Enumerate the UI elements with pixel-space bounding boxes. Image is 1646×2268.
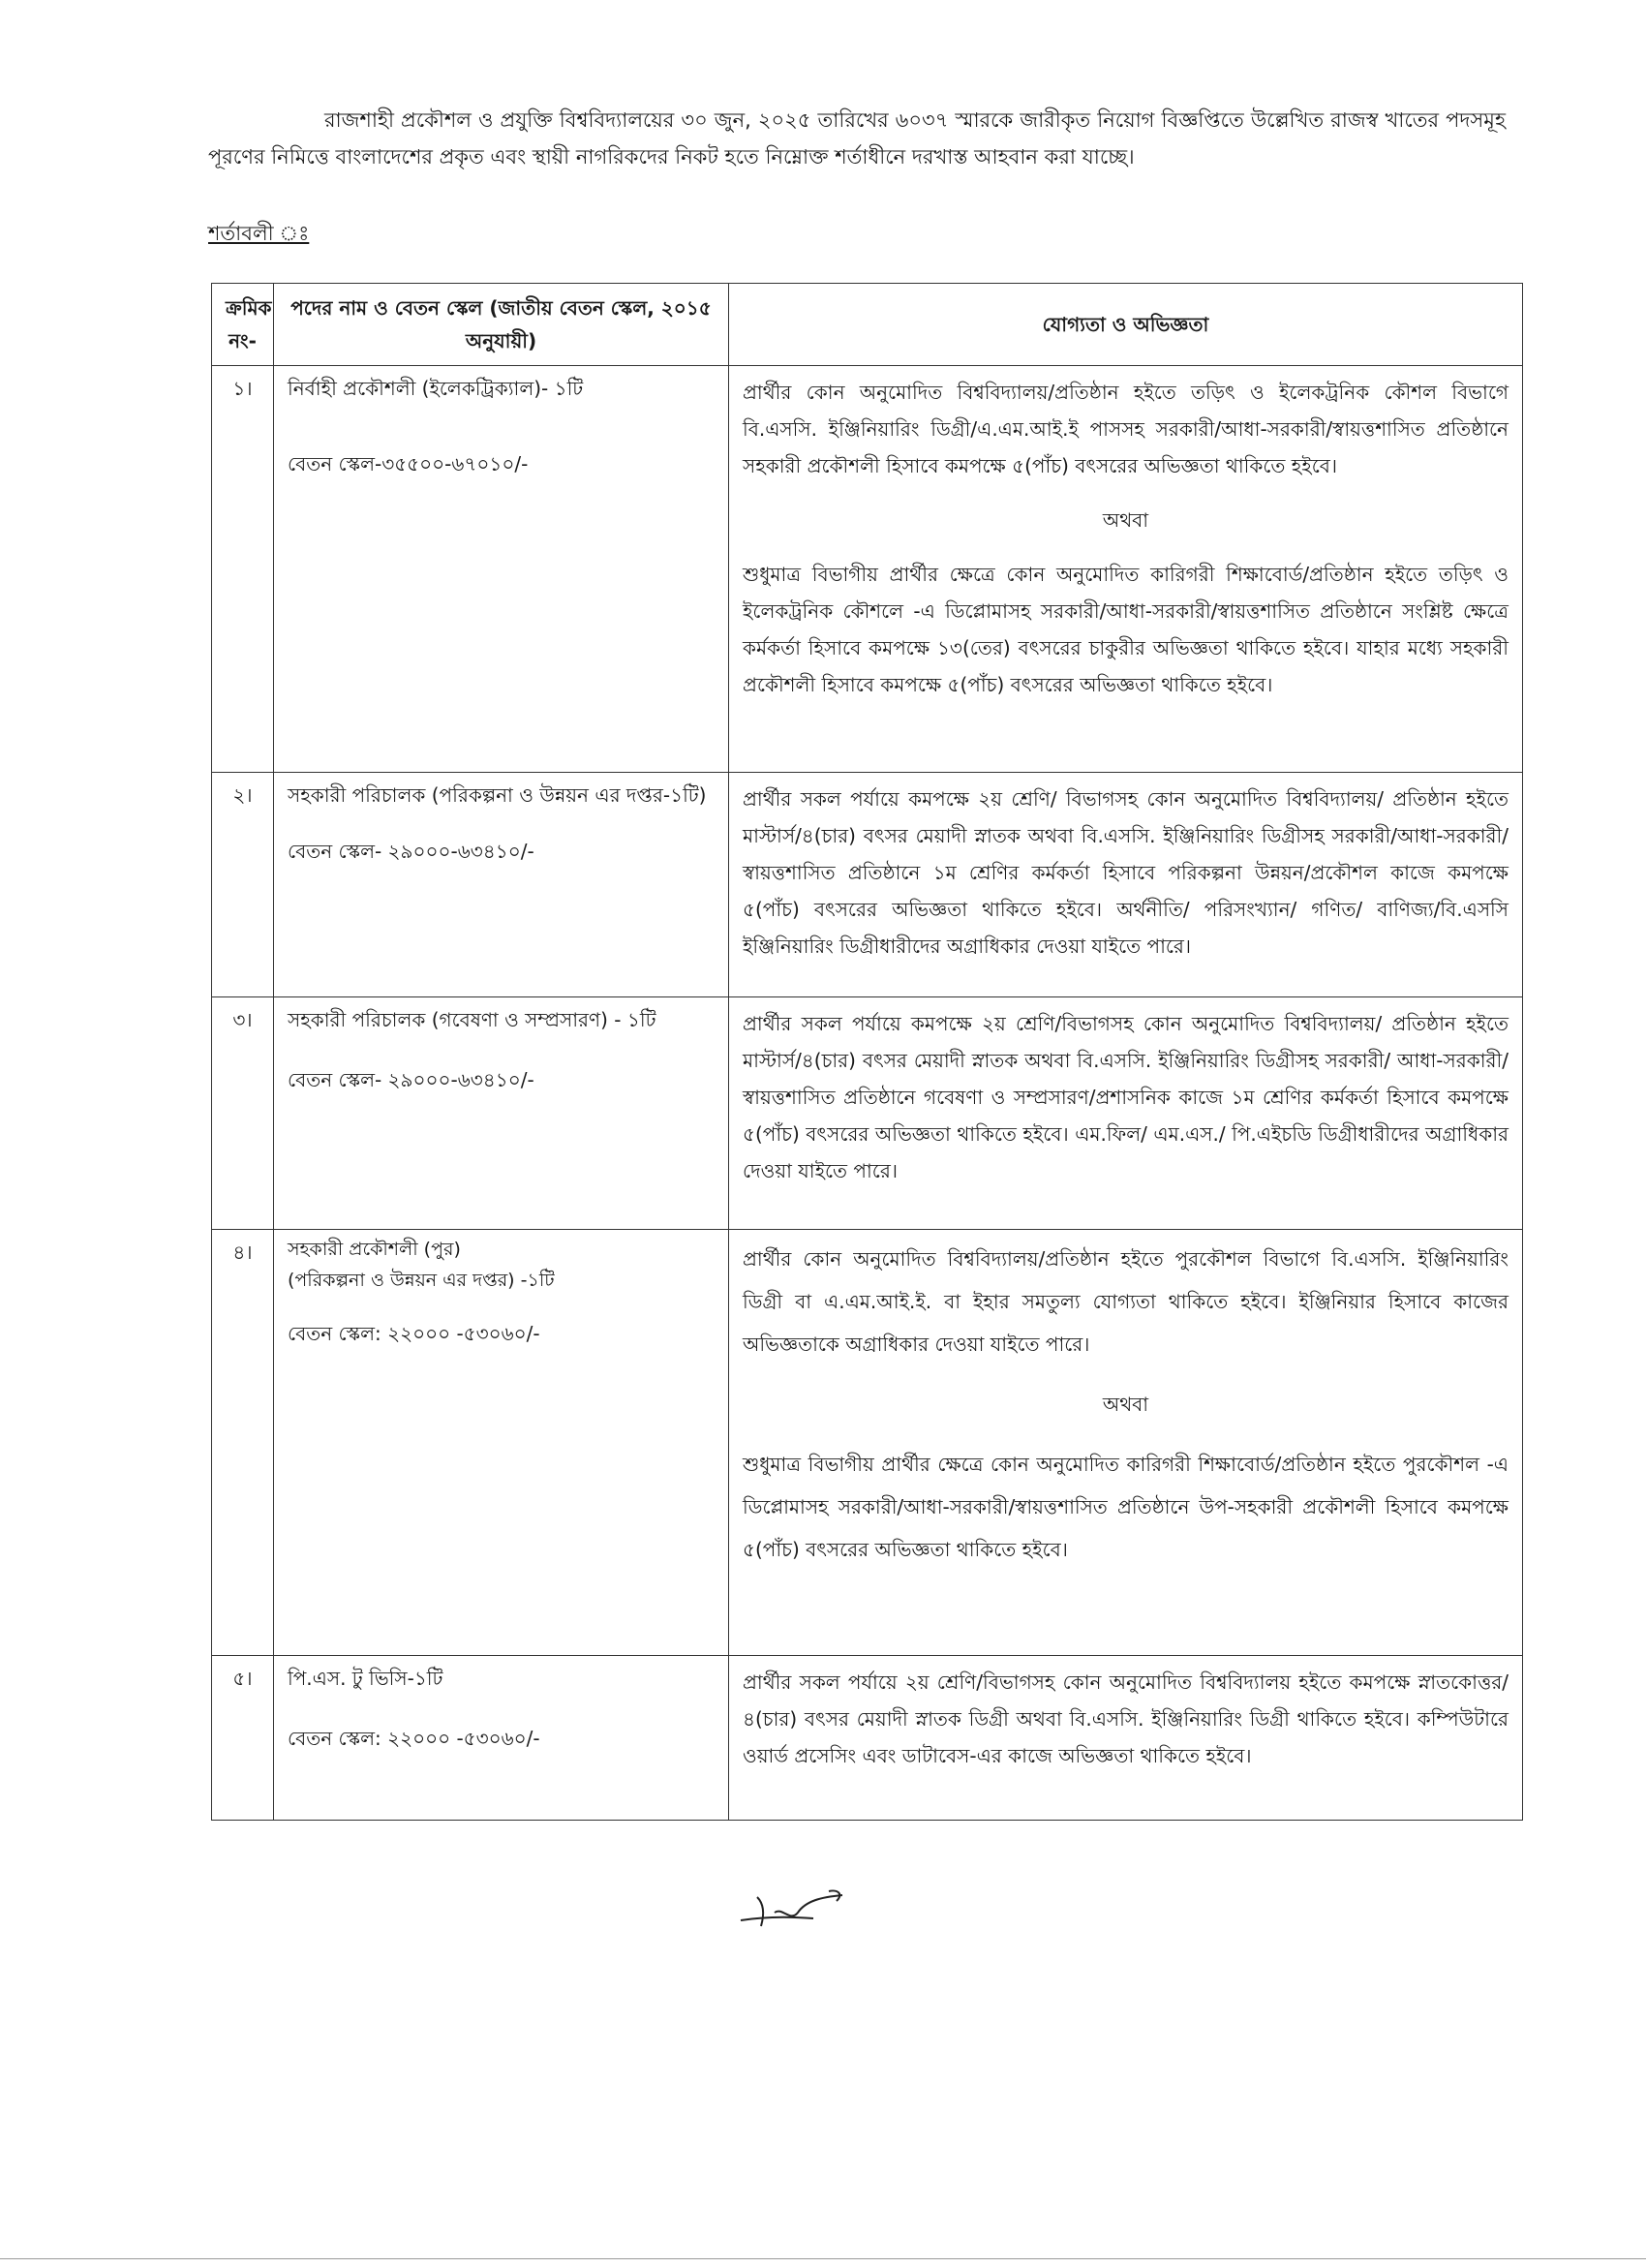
row-serial: ২। <box>212 773 274 997</box>
qualification-text: প্রার্থীর সকল পর্যায়ে কমপক্ষে ২য় শ্রেণি/ বিভাগসহ কোন অনুমোদিত বিশ্ববিদ্যালয়/ প্রতিষ্ঠান হইতে মাস্টার্স/৪(চার) বৎসর মেয়াদী স্নাতক অথবা বি.এসসি. ইঞ্জিনিয়ারিং ডিগ্রীসহ সরকারী/আধা-সরকারী/স্বায়ত্তশাসিত প্রতিষ্ঠানে ১ম শ্রেণির কর্মকর্তা হিসাবে পরিকল্পনা উন্নয়ন/প্রকৌশল কাজে কমপক্ষে ৫(পাঁচ) বৎসরের অভিজ্ঞতা থাকিতে হইবে। অর্থনীতি/ পরিসংখ্যান/ গণিত/ বাণিজ্য/বি.এসসি ইঞ্জিনিয়ারিং ডিগ্রীধারীদের অগ্রাধিকার দেওয়া যাইতে পারে। <box>743 787 1509 958</box>
post-name: নির্বাহী প্রকৌশলী (ইলেকট্রিক্যাল)- ১টি <box>288 377 584 400</box>
qualification-text: প্রার্থীর কোন অনুমোদিত বিশ্ববিদ্যালয়/প্রতিষ্ঠান হইতে পুরকৌশল বিভাগে বি.এসসি. ইঞ্জিনিয়ারিং ডিগ্রী বা এ.এম.আই.ই. বা ইহার সমতুল্য যোগ্যতা থাকিতে হইবে। ইঞ্জিনিয়ার হিসাবে কাজের অভিজ্ঞতাকে অগ্রাধিকার দেওয়া যাইতে পারে। <box>743 1247 1509 1356</box>
table-row <box>212 1656 1523 1821</box>
table-row <box>212 997 1523 1230</box>
qualification-text: প্রার্থীর সকল পর্যায়ে ২য় শ্রেণি/বিভাগসহ কোন অনুমোদিত বিশ্ববিদ্যালয় হইতে কমপক্ষে স্নাতকোত্তর/৪(চার) বৎসর মেয়াদী স্নাতক ডিগ্রী অথবা বি.এসসি. ইঞ্জিনিয়ারিং ডিগ্রী থাকিতে হইবে। কম্পিউটারে ওয়ার্ড প্রসেসিং এবং ডাটাবেস-এর কাজে অভিজ্ঞতা থাকিতে হইবে। <box>743 1670 1509 1767</box>
row-qualification-cell <box>729 997 1523 1230</box>
qualification-alternative-text: শুধুমাত্র বিভাগীয় প্রার্থীর ক্ষেত্রে কোন অনুমোদিত কারিগরী শিক্ষাবোর্ড/প্রতিষ্ঠান হইতে তড়িৎ ও ইলেকট্রনিক কৌশলে -এ ডিপ্লোমাসহ সরকারী/আধা-সরকারী/স্বায়ত্তশাসিত প্রতিষ্ঠানে সংশ্লিষ্ট ক্ষেত্রে কর্মকর্তা হিসাবে কমপক্ষে ১৩(তের) বৎসরের চাকুরীর অভিজ্ঞতা থাকিতে হইবে। যাহার মধ্যে সহকারী প্রকৌশলী হিসাবে কমপক্ষে ৫(পাঁচ) বৎসরের অভিজ্ঞতা থাকিতে হইবে। <box>743 563 1509 696</box>
qualification-alternative-text: শুধুমাত্র বিভাগীয় প্রার্থীর ক্ষেত্রে কোন অনুমোদিত কারিগরী শিক্ষাবোর্ড/প্রতিষ্ঠান হইতে পুরকৌশল -এ ডিপ্লোমাসহ সরকারী/আধা-সরকারী/স্বায়ত্তশাসিত প্রতিষ্ঠানে উপ-সহকারী প্রকৌশলী হিসাবে কমপক্ষে ৫(পাঁচ) বৎসরের অভিজ্ঞতা থাকিতে হইবে। <box>743 1453 1509 1561</box>
row-qualification-cell <box>729 1230 1523 1656</box>
row-post-cell <box>274 1230 729 1656</box>
row-serial: ৪। <box>212 1230 274 1656</box>
header-post: পদের নাম ও বেতন স্কেল (জাতীয় বেতন স্কেল, ২০১৫ অনুযায়ী) <box>274 284 729 366</box>
row-post-cell <box>274 366 729 773</box>
pay-scale: বেতন স্কেল-৩৫৫০০-৬৭০১০/- <box>288 452 529 475</box>
post-name: সহকারী প্রকৌশলী (পুর) <box>288 1239 461 1260</box>
posts-table <box>211 283 1523 1821</box>
row-serial: ৩। <box>212 997 274 1230</box>
table-row <box>212 366 1523 773</box>
signature-image <box>736 1884 862 1932</box>
row-post-cell <box>274 1656 729 1821</box>
or-separator: অথবা <box>1102 1393 1149 1416</box>
intro-paragraph: রাজশাহী প্রকৌশল ও প্রযুক্তি বিশ্ববিদ্যালয়ের ৩০ জুন, ২০২৫ তারিখের ৬০৩৭ স্মারকে জারীকৃত নিয়োগ বিজ্ঞপ্তিতে উল্লেখিত রাজস্ব খাতের পদসমূহ পূরণের নিমিত্তে বাংলাদেশের প্রকৃত এবং স্থায়ী নাগরিকদের নিকট হতে নিম্নোক্ত শর্তাধীনে দরখাস্ত আহবান করা যাচ্ছে। <box>208 108 1506 169</box>
or-separator: অথবা <box>1102 508 1149 532</box>
pay-scale: বেতন স্কেল: ২২০০০ -৫৩০৬০/- <box>288 1727 540 1750</box>
table-row <box>212 773 1523 997</box>
qualification-text: প্রার্থীর সকল পর্যায়ে কমপক্ষে ২য় শ্রেণি/বিভাগসহ কোন অনুমোদিত বিশ্ববিদ্যালয়/ প্রতিষ্ঠান হইতে মাস্টার্স/৪(চার) বৎসর মেয়াদী স্নাতক অথবা বি.এসসি. ইঞ্জিনিয়ারিং ডিগ্রীসহ সরকারী/ আধা-সরকারী/স্বায়ত্তশাসিত প্রতিষ্ঠানে গবেষণা ও সম্প্রসারণ/প্রশাসনিক কাজে ১ম শ্রেণির কর্মকর্তা হিসাবে কমপক্ষে ৫(পাঁচ) বৎসরের অভিজ্ঞতা থাকিতে হইবে। এম.ফিল/ এম.এস./ পি.এইচডি ডিগ্রীধারীদের অগ্রাধিকার দেওয়া যাইতে পারে। <box>743 1012 1509 1182</box>
pay-scale: বেতন স্কেল: ২২০০০ -৫৩০৬০/- <box>288 1322 540 1345</box>
conditions-heading: শর্তাবলী ঃ <box>208 222 310 245</box>
page-bottom-edge <box>0 2258 1646 2259</box>
row-post-cell <box>274 997 729 1230</box>
pay-scale: বেতন স্কেল- ২৯০০০-৬৩৪১০/- <box>288 840 534 863</box>
header-qualification: যোগ্যতা ও অভিজ্ঞতা <box>729 284 1523 366</box>
row-serial: ৫। <box>212 1656 274 1821</box>
row-post-cell <box>274 773 729 997</box>
row-serial: ১। <box>212 366 274 773</box>
pay-scale: বেতন স্কেল- ২৯০০০-৬৩৪১০/- <box>288 1068 534 1091</box>
row-qualification-cell <box>729 366 1523 773</box>
qualification-text: প্রার্থীর কোন অনুমোদিত বিশ্ববিদ্যালয়/প্রতিষ্ঠান হইতে তড়িৎ ও ইলেকট্রনিক কৌশল বিভাগে বি.এসসি. ইঞ্জিনিয়ারিং ডিগ্রী/এ.এম.আই.ই পাসসহ সরকারী/আধা-সরকারী/স্বায়ত্তশাসিত প্রতিষ্ঠানে সহকারী প্রকৌশলী হিসাবে কমপক্ষে ৫(পাঁচ) বৎসরের অভিজ্ঞতা থাকিতে হইবে। <box>743 381 1509 477</box>
header-serial: ক্রমিক নং- <box>212 284 274 366</box>
post-name: পি.এস. টু ভিসি-১টি <box>288 1667 443 1690</box>
table-row <box>212 1230 1523 1656</box>
post-name: সহকারী পরিচালক (পরিকল্পনা ও উন্নয়ন এর দপ্তর-১টি) <box>288 783 707 807</box>
post-name: সহকারী পরিচালক (গবেষণা ও সম্প্রসারণ) - ১টি <box>288 1008 656 1031</box>
post-name-department: (পরিকল্পনা ও উন্নয়ন এর দপ্তর) -১টি <box>288 1270 555 1291</box>
table-header-row <box>212 284 1523 366</box>
row-qualification-cell <box>729 1656 1523 1821</box>
row-qualification-cell <box>729 773 1523 997</box>
